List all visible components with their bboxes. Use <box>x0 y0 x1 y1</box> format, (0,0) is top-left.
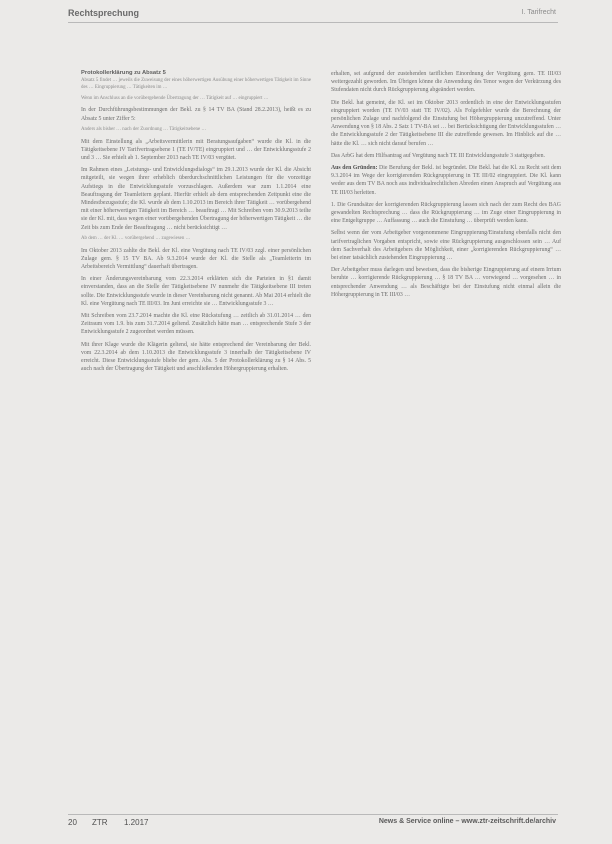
body-paragraph: Im Oktober 2013 zahlte die Bekl. der Kl. eine Vergütung nach TE IV/03 zzgl. einer persönlichen Zulage gem. § 15 TV BA. Ab 9.3.2014 wurde der Kl. die Stelle als „Teamleiterin im Arbeitsbereich Vermittlung“ dauerhaft übertragen. <box>81 247 311 271</box>
grounds-lead: Aus den Gründen: <box>331 165 378 172</box>
body-paragraph: 1. Die Grundsätze der korrigierenden Rückgruppierung lassen sich nach der zum Recht des BAG gewandelten Rechtsprechung … dass die Rückgruppierung … im Zuge einer Eingruppierung in eine Entgeltgruppe … Auffassung … auch die Einstufung … überprüft werden kann. <box>331 201 561 225</box>
right-column <box>331 70 561 303</box>
note-paragraph: Ab dem … der Kl. … vorübergehend … zugewiesen … <box>81 235 191 241</box>
left-column <box>81 70 311 377</box>
body-paragraph: Das ArbG hat dem Hilfsantrag auf Vergütung nach TE III Entwicklungsstufe 3 stattgegeben. <box>331 152 545 159</box>
note-paragraph: Anders als bisher … nach der Zuordnung … Tätigkeitsebene … <box>81 126 207 132</box>
page-number: 20 <box>68 818 77 827</box>
body-paragraph: In einer Änderungsvereinbarung vom 22.3.2014 erklärten sich die Parteien in §1 damit einverstanden, dass an die Stelle der Tätigkeitsebene IV nunmehr die Tätigkeitsebene III treten sollte. Die Entwicklungsstufe wurde in dieser Vereinbarung nicht genannt. Ab Mai 2014 erhielt die Kl. eine Vergütung nach TE III/03. Im Juni erreichte sie … Entwicklungsstufe 3 … <box>81 276 311 307</box>
body-paragraph: Der Arbeitgeber muss darlegen und beweisen, dass die bisherige Eingruppierung auf einem Irrtum beruhte … korrigierende Rückgruppierung … § 18 TV BA … vorwiegend … vorgesehen … in entsprechender Anwendung … als Beschäftigte bei der Einstufung nicht einmal allein die Höhergruppierung in TE III/03 … <box>331 267 561 298</box>
body-paragraph: Mit ihrer Klage wurde die Klägerin geltend, sie hätte entsprechend der Vereinbarung der Bekl. vom 22.3.2014 ab dem 1.10.2013 die Entwicklungsstufe 3 innerhalb der Tätigkeitsebene IV erreicht. Diese Entwicklungsstufe bliebe der gem. Abs. 5 der Protokollerklärung zu § 14 Abs. 5 auch nach der Übertragung der Tätigkeit und anschließenden Höhergruppierung erhalten. <box>81 341 311 373</box>
body-paragraph: Mit Schreiben vom 23.7.2014 machte die Kl. eine Rückstufung … zeitlich ab 31.01.2014 … den Zeitraum vom 1.9. bis zum 31.7.2014 geltend. Zusätzlich hätte man … entsprechende Stufe 3 der Entwicklungsstufe 2 zugeordnet werden müssen. <box>81 313 311 336</box>
footer-link[interactable]: News & Service online – www.ztr-zeitschrift.de/archiv <box>378 818 556 825</box>
note-paragraph: Wenn im Anschluss an die vorübergehende Übertragung der … Tätigkeit auf … eingruppiert … <box>81 95 269 101</box>
header-rule <box>68 8 558 23</box>
journal-name: ZTR <box>92 818 108 827</box>
section-subtitle: I. Tarifrecht <box>521 9 556 16</box>
protocol-subhead: Protokollerklärung zu Absatz 5 <box>81 70 166 76</box>
grounds-text: Die Berufung der Bekl. ist begründet. Die Bekl. hat die Kl. zu Recht seit dem 9.3.2014 im Wege der korrigierenden Rückgruppierung in TE III/02 eingruppiert. Die Kl. kann weder aus dem TV BA noch aus individualrechtlichen Abreden einen Anspruch auf Vergütung aus TE III/03 herleiten. <box>331 165 561 196</box>
note-paragraph: Absatz 5 findet … jeweils die Zuweisung der eines höherwertigen Ausübung einer höherwertigen Tätigkeit im Sinne des … Eingruppierung … Tätigkeiten im … <box>81 78 311 90</box>
body-paragraph: Mit dem Einstellung als „Arbeitsvermittlerin mit Beratungsaufgaben“ wurde die Kl. in die Tätigkeitsebene IV Tarifvertragsebene 1 (TE IV/TE) eingruppiert und … der Entwicklungsstufe 2 und 3 … Sie erhielt ab 1. September 2013 nach TE IV/03 vergütet. <box>81 138 311 161</box>
section-title: Rechtsprechung <box>68 8 140 18</box>
journal-issue: 1.2017 <box>124 818 149 827</box>
body-paragraph: erhalten, sei aufgrund der zustehenden tariflichen Einordnung der Vergütung gem. TE III/03 weitergezahlt geworden. Im Übrigen könne die Anwendung des Tenor wegen der Verkürzung des Stufendaten nicht durch Rückgruppierung abgeändert werden. <box>331 71 561 94</box>
body-paragraph: Im Rahmen eines „Leistungs- und Entwicklungsdialogs“ im 29.1.2013 wurde der Kl. die Absicht mitgeteilt, sie wegen ihrer erheblich überdurchschnittlichen Leistungen für die vorzeitige Aufstiegs in die Entwicklungsstufe vorzuschlagen. Außerdem war zum 1.1.2014 eine Beauftragung der Teamleitern geplant. Hierfür erhielt ab dem entsprechenden Zeitpunkt eine die Mindestbezugsstufe; die Kl. wurde ab dem 1.10.2013 im Bereich ihrer Tätigkeit … vorübergehend mit einer höherwertigen Tätigkeit im Bereich … beauftragt … Mit Schreiben vom 30.9.2013 teilte sie der Kl. mit, dass wegen einer vorübergehenden Übertragung der höherwertigen Tätigkeit … die Zeit bis zum Ende der Beauftragung … nicht berücksichtigt … <box>81 167 311 231</box>
footer-rule <box>68 814 558 815</box>
body-paragraph: In der Durchführungsbestimmungen der Bekl. zu § 14 TV BA (Stand 28.2.2013), heißt es zu Absatz 5 unter Ziffer 5: <box>81 107 311 122</box>
body-paragraph: Selbst wenn der vom Arbeitgeber vorgenommene Eingruppierung/Einstufung ebenfalls nicht den tarifvertraglichen Vorgaben entspricht, sowie eine Rückgruppierung ausgeschlossen sein … Auf dem Sachverhalt des Arbeitgebers die Möglichkeit, einer „korrigierenden Rückgruppierung“ … bei einer tatsächlich zustehenden Eingruppierung … <box>331 230 561 262</box>
body-paragraph: Die Bekl. hat gemeint, die Kl. sei im Oktober 2013 ordentlich in eine der Entwicklungsstufen eingruppiert worden (TE IV/03 statt TE IV/02). Als Folgefehler wurde die Berechnung der persönlichen Zulage und nachfolgend die Einstufung bei Höhergruppierung unzutreffend. Unter Anwendung von § 18 Abs. 2 Satz 1 TV-BA sei … bei Berücksichtigung der Entwicklungsstufen … die Entwicklungsstufe 2 der Tätigkeitsebene III die zutreffende gewesen. Im Hinblick auf die … hätte die Kl. … sich nicht darauf berufen … <box>331 99 561 147</box>
grounds-paragraph <box>331 164 561 197</box>
